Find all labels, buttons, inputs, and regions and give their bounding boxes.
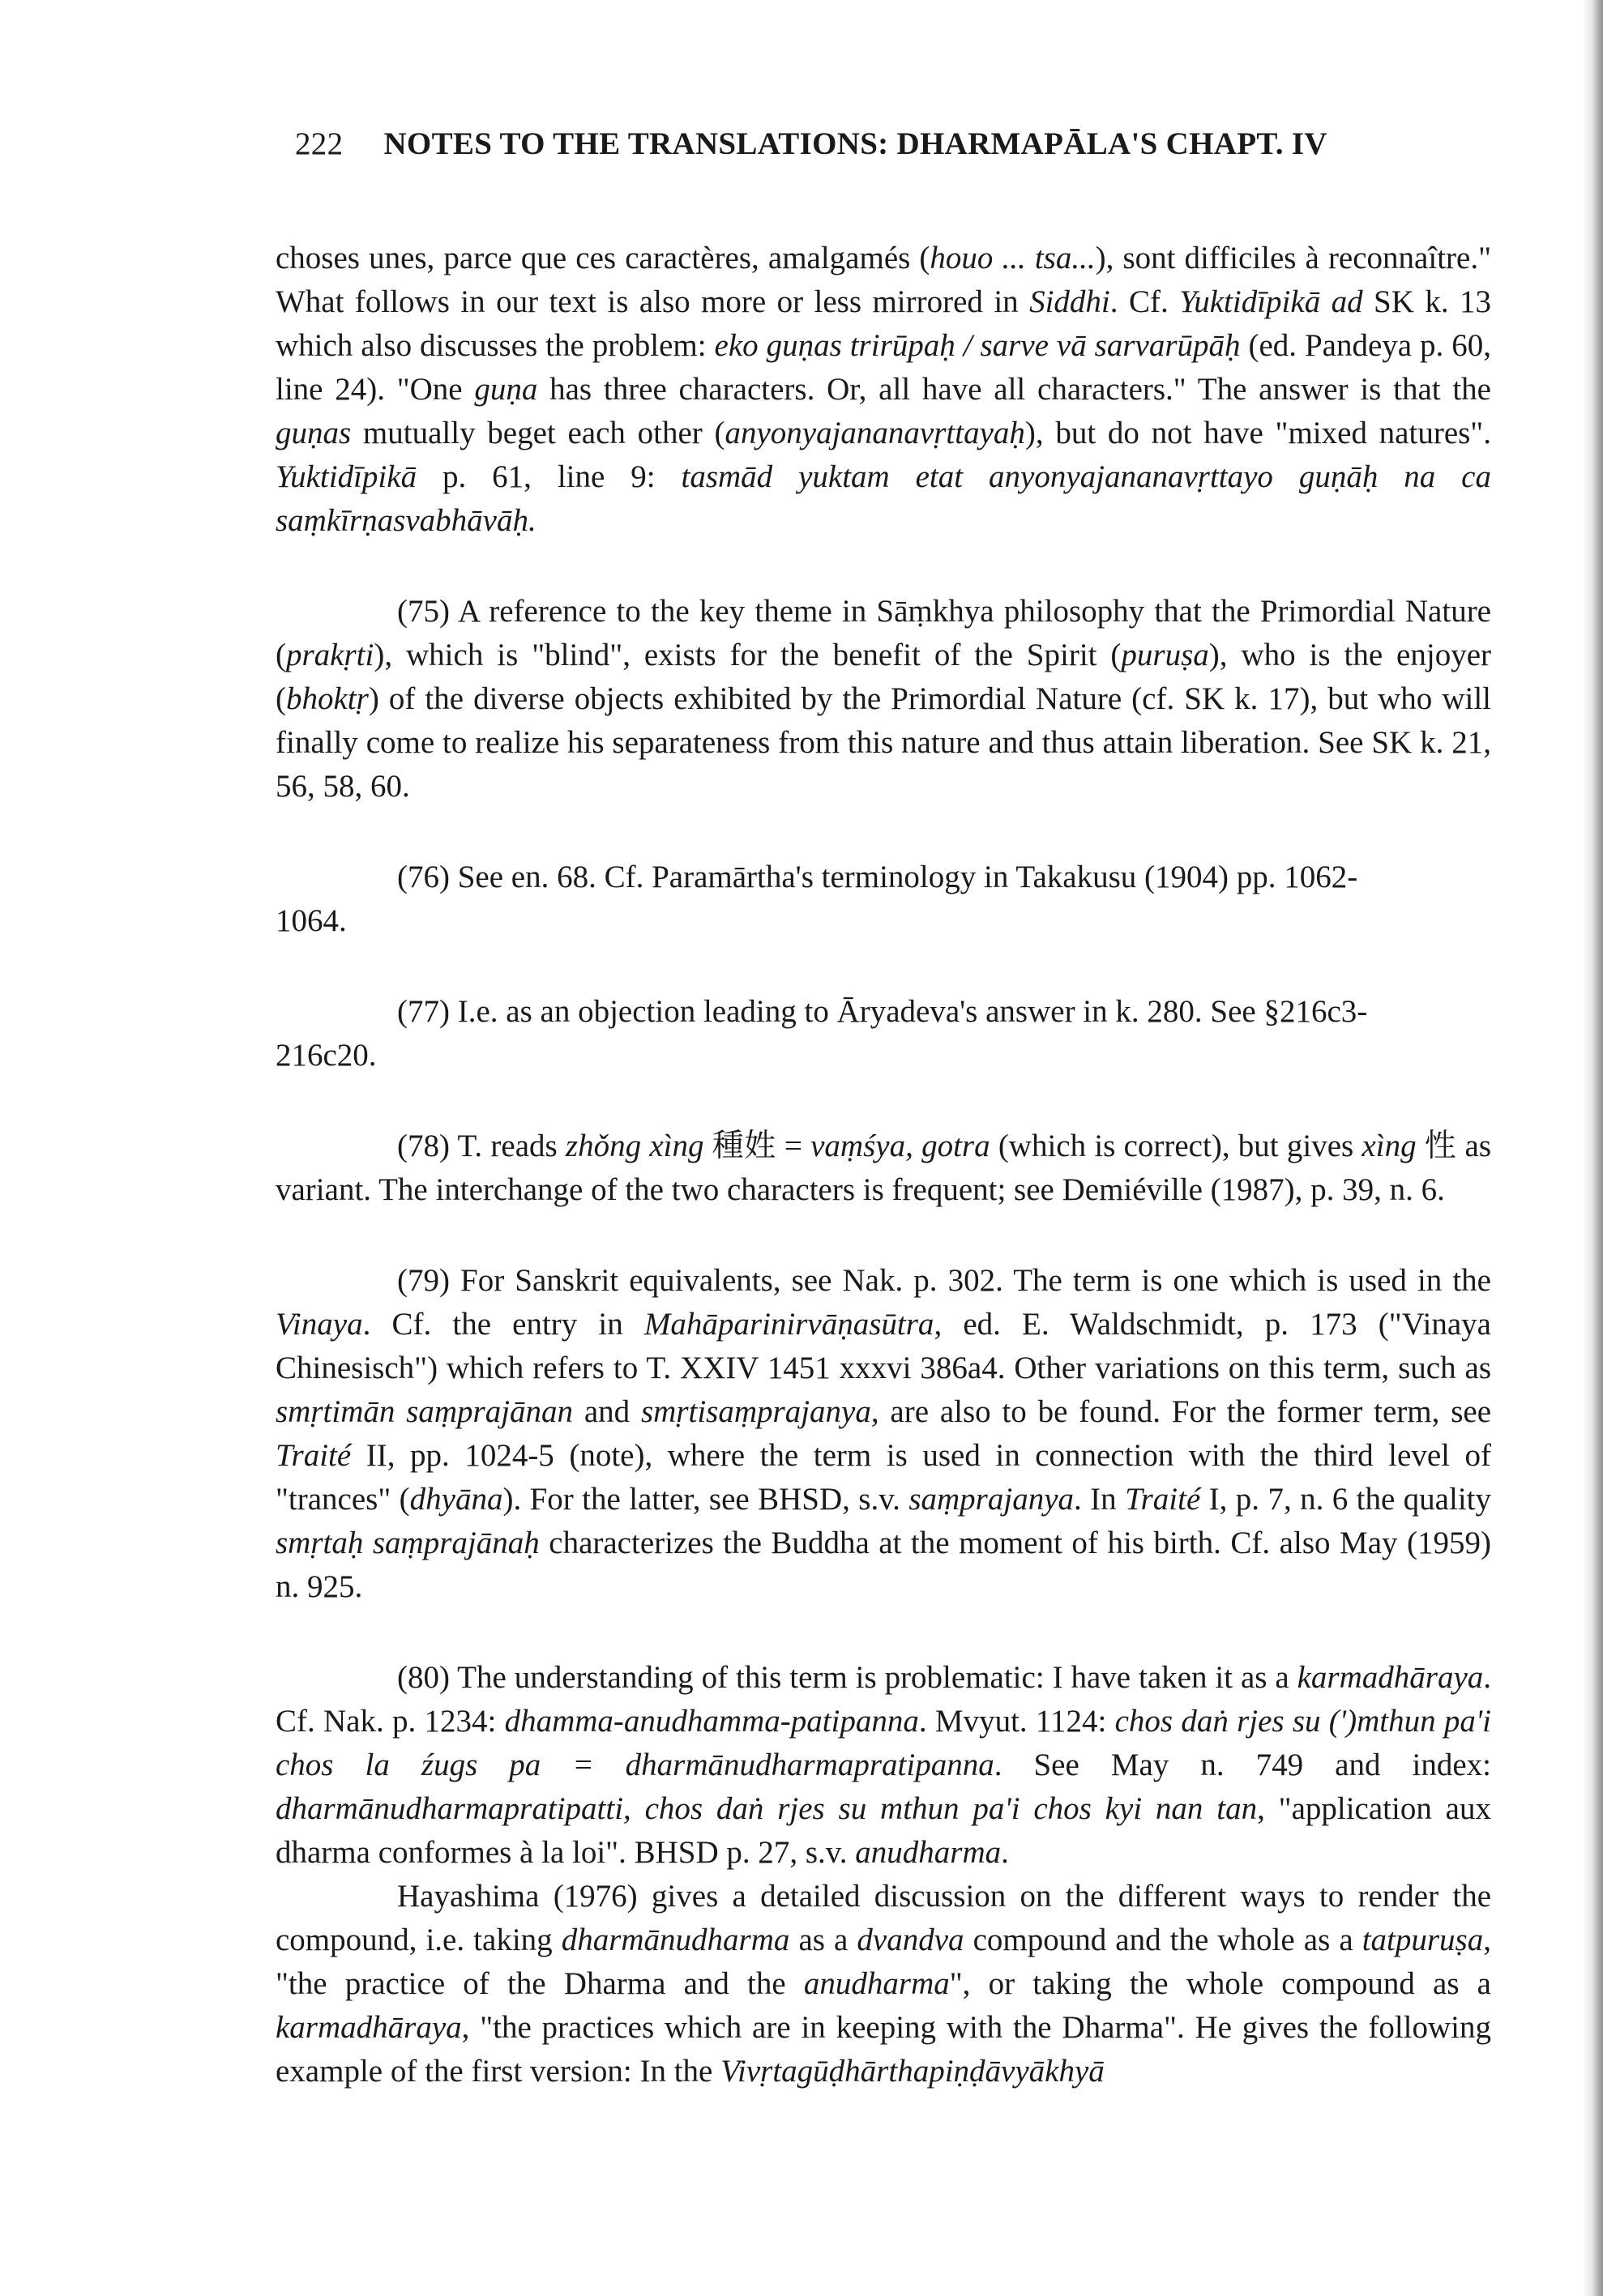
- italic-term: zhǒng xìng: [565, 1129, 704, 1163]
- italic-term: guṇa: [474, 372, 538, 407]
- text-run: choses unes, parce que ces caractères, amalgamés (: [276, 241, 930, 275]
- text-run: .: [1001, 1835, 1009, 1870]
- note-78: [276, 1125, 1491, 1212]
- text-run: . Cf. Nak. p. 1234:: [276, 1660, 1491, 1739]
- text-run: SK k. 13 which also discusses the problem:: [276, 284, 1492, 363]
- note-80: [276, 1656, 1491, 1875]
- italic-term: anudharma: [855, 1835, 1002, 1870]
- note-77-line-2: 216c20.: [276, 1038, 377, 1073]
- page-number: 222: [295, 126, 344, 161]
- italic-term: dhyāna: [409, 1482, 503, 1517]
- text-run: and: [573, 1394, 641, 1429]
- running-title: NOTES TO THE TRANSLATIONS: DHARMAPĀLA'S CHAPT. IV: [383, 126, 1327, 161]
- italic-term: smṛtaḥ saṃprajānaḥ: [276, 1526, 540, 1560]
- italic-term: smṛtisaṃprajanya: [640, 1394, 871, 1429]
- italic-term: Vivṛtagūḍhārthapiṇḍāvyākhyā: [720, 2054, 1105, 2089]
- note-75: [276, 590, 1491, 809]
- italic-term: xìng: [1361, 1129, 1417, 1163]
- text-run: has three characters. Or, all have all characters." The answer is that the: [537, 372, 1491, 407]
- text-run: . Mvyut. 1124:: [918, 1704, 1115, 1739]
- note-77: [276, 990, 1491, 1078]
- italic-term: eko guṇas trirūpaḥ / sarve vā sarvarūpāḥ: [714, 328, 1241, 363]
- text-run: Hayashima (1976) gives a detailed discussion on the different ways to render the compound, i.e. taking: [276, 1879, 1491, 1957]
- text-run: , "the practice of the Dharma and the: [276, 1923, 1491, 2001]
- text-run: I, p. 7, n. 6 the quality: [1200, 1482, 1491, 1517]
- text-run: II, pp. 1024-5 (note), where the term is used in connection with the third level of "trances" (: [276, 1438, 1491, 1517]
- text-run: ). For the latter, see BHSD, s.v.: [502, 1482, 909, 1517]
- note-76-line-1: (76) See en. 68. Cf. Paramārtha's terminology in Takakusu (1904) pp. 1062-: [397, 860, 1358, 894]
- text-run: . See May n. 749 and index:: [994, 1748, 1491, 1782]
- italic-term: anyonyajananavṛttayaḥ: [725, 416, 1025, 450]
- italic-term: karmadhāraya: [1297, 1660, 1484, 1695]
- text-run: compound and the whole as a: [964, 1923, 1362, 1957]
- text-run: , ed. E. Waldschmidt, p. 173 ("Vinaya Chinesisch") which refers to T. XXIV 1451 xxxvi 386a4. Other variations on this term, such as: [276, 1307, 1491, 1385]
- italic-term: dhamma-anudhamma-patipanna: [504, 1704, 919, 1739]
- text-run: ), but do not have "mixed natures".: [1024, 416, 1491, 450]
- text-run: (75) A reference to the key theme in Sāṃkhya philosophy that the Primordial Nature (: [276, 594, 1491, 672]
- italic-term: Vinaya: [276, 1307, 363, 1342]
- italic-term: anudharma: [803, 1966, 950, 2001]
- text-run: ), who is the enjoyer (: [276, 638, 1491, 716]
- italic-term: dvandva: [857, 1923, 964, 1957]
- page-body: [276, 237, 1491, 2093]
- text-run: ", or taking the whole compound as a: [949, 1966, 1491, 2001]
- italic-term: karmadhāraya: [276, 2010, 462, 2045]
- text-run: ), which is "blind", exists for the benefit of the Spirit (: [374, 638, 1122, 672]
- italic-term: bhoktṛ: [286, 681, 369, 716]
- text-run: , are also to be found. For the former term, see: [870, 1394, 1492, 1429]
- italic-term: Traité: [1125, 1482, 1201, 1517]
- text-run: (80) The understanding of this term is problematic: I have taken it as a: [397, 1660, 1297, 1695]
- italic-term: tasmād yuktam etat anyonyajananavṛttayo guṇāḥ na ca saṃkīrṇasvabhāvāḥ.: [276, 459, 1491, 538]
- italic-term: Yuktidīpikā ad: [1179, 284, 1363, 319]
- italic-term: saṃprajanya: [908, 1482, 1075, 1517]
- italic-term: chos daṅ rjes su (')mthun pa'i chos la źugs pa = dharmānudharmapratipanna: [276, 1704, 1492, 1782]
- note-79: [276, 1259, 1491, 1609]
- italic-term: Traité: [276, 1438, 352, 1473]
- text-run: as a: [789, 1923, 857, 1957]
- italic-term: dharmānudharmapratipatti, chos daṅ rjes su mthun pa'i chos kyi nan tan: [276, 1791, 1258, 1826]
- italic-term: Siddhi: [1029, 284, 1110, 319]
- text-run: . In: [1074, 1482, 1126, 1517]
- text-run: (79) For Sanskrit equivalents, see Nak. p. 302. The term is one which is used in the: [397, 1263, 1491, 1298]
- text-run: . Cf. the entry in: [362, 1307, 644, 1342]
- text-run: (which is correct), but gives: [990, 1129, 1362, 1163]
- note-76: [276, 856, 1491, 943]
- italic-term: puruṣa: [1121, 638, 1209, 672]
- note-80-continuation: [276, 1875, 1491, 2093]
- text-run: characterizes the Buddha at the moment of his birth. Cf. also May (1959) n. 925.: [276, 1526, 1491, 1604]
- note-77-line-1: (77) I.e. as an objection leading to Āryadeva's answer in k. 280. See §216c3-: [397, 994, 1368, 1029]
- text-run: p. 61, line 9:: [417, 459, 682, 494]
- italic-term: houo ... tsa...: [930, 241, 1096, 275]
- text-run: (78) T. reads: [397, 1129, 566, 1163]
- italic-term: dharmānudharma: [561, 1923, 790, 1957]
- italic-term: tatpuruṣa: [1361, 1923, 1484, 1957]
- text-run: , "application aux dharma conformes à la loi". BHSD p. 27, s.v.: [276, 1791, 1491, 1870]
- text-run: (ed. Pandeya p. 60, line 24). "One: [276, 328, 1491, 407]
- scanned-page-edge: [1582, 0, 1603, 2296]
- text-run: 性 as variant. The interchange of the two characters is frequent; see Demiéville (1987), p. 39, n. 6.: [276, 1129, 1492, 1207]
- note-74-continuation: [276, 237, 1491, 543]
- note-76-line-2: 1064.: [276, 903, 347, 938]
- italic-term: prakṛti: [286, 638, 374, 672]
- italic-term: Yuktidīpikā: [276, 459, 417, 494]
- text-run: mutually beget each other (: [351, 416, 725, 450]
- running-header: [295, 126, 1470, 162]
- text-run: ), sont difficiles à reconnaître." What follows in our text is also more or less mirrored in: [276, 241, 1492, 319]
- text-run: . Cf.: [1109, 284, 1180, 319]
- text-run: , "the practices which are in keeping with the Dharma". He gives the following example of the first version: In the: [276, 2010, 1491, 2089]
- italic-term: vaṃśya, gotra: [810, 1129, 990, 1163]
- text-run: ) of the diverse objects exhibited by the Primordial Nature (cf. SK k. 17), but who will finally come to realize his separateness from this nature and thus attain liberation. See SK k. 21, 56, 58, 60.: [276, 681, 1491, 804]
- italic-term: guṇas: [276, 416, 352, 450]
- text-run: 種姓 =: [703, 1129, 811, 1163]
- italic-term: Mahāparinirvāṇasūtra: [643, 1307, 934, 1342]
- italic-term: smṛtimān saṃprajānan: [276, 1394, 574, 1429]
